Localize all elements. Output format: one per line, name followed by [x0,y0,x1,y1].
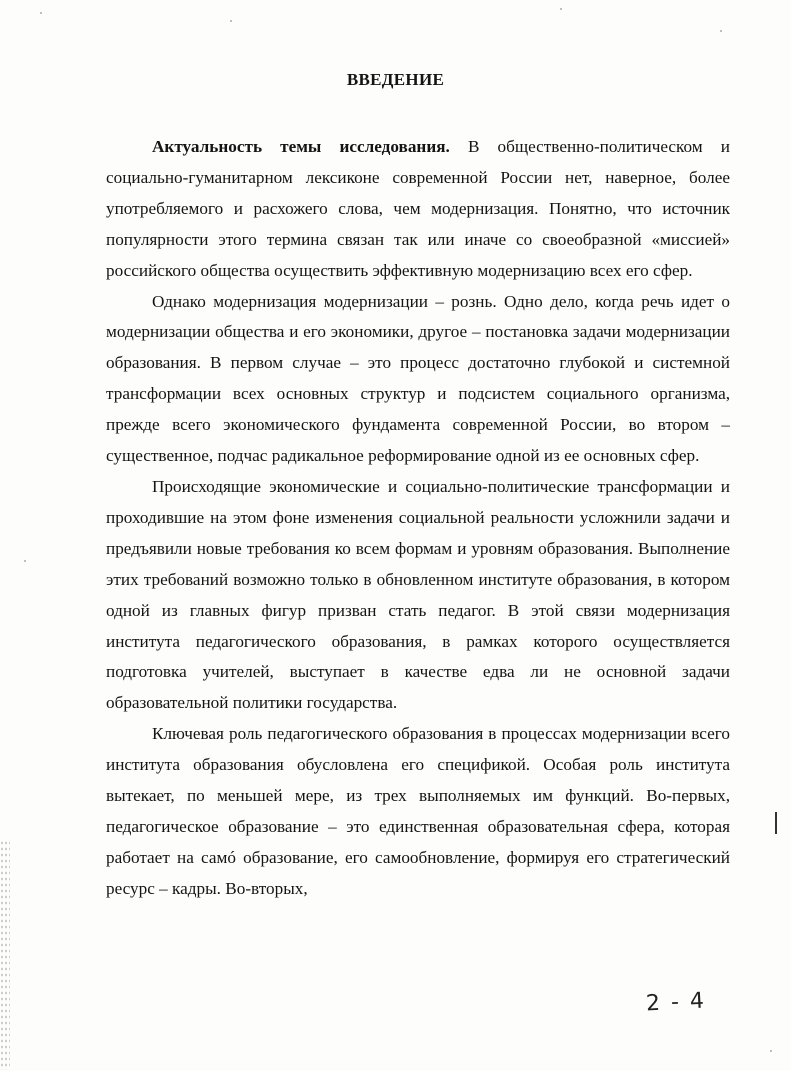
paragraph-text: В общественно-политическом и социально-гуманитарном лексиконе современной России нет, наверное, более употребляемого и расхожего слова, чем модернизация. Понятно, что источник популярности этого термина связан так или иначе со своеобразной «миссией» российского общества осуществить эффективную модернизацию всех его сфер. [106,137,730,280]
paragraph-relevance [106,132,730,287]
body-text [106,132,730,905]
scan-speck [230,20,232,22]
scan-speck [720,30,722,32]
paragraph-text: Происходящие экономические и социально-политические трансформации и проходившие на этом фоне изменения социальной реальности усложнили задачи и предъявили новые требования ко всем формам и уровням образования. Выполнение этих требований возможно только в обновленном институте образования, в котором одной из главных фигур призван стать педагог. В этой связи модернизация института педагогического образования, в рамках которого осуществляется подготовка учителей, выступает в качестве едва ли не основной задачи образовательной политики государства. [106,476,730,713]
paragraph-modernization [106,287,730,472]
scan-speck [24,560,26,562]
scan-edge-mark [775,812,777,834]
scan-speck [40,12,42,14]
paragraph-lead: Актуальность темы исследования. [152,137,450,156]
paragraph-text: Однако модернизация модернизации – рознь. Одно дело, когда речь идет о модернизации общества и его экономики, другое – постановка задачи модернизации образования. В первом случае – это процесс достаточно глубокой и системной трансформации всех основных структур и подсистем социального организма, прежде всего экономического фундамента современной России, во втором – существенное, подчас радикальное реформирование одной из ее основных сфер. [106,291,730,466]
scan-speck [560,8,562,10]
paragraph-text: Ключевая роль педагогического образования в процессах модернизации всего института образования обусловлена его спецификой. Особая роль института вытекает, по меньшей мере, из трех выполняемых им функций. Во-первых, педагогическое образование – это единственная образовательная сфера, которая работает на самó образование, его самообновление, формируя его стратегический ресурс – кадры. Во-вторых, [106,724,730,898]
page-title: ВВЕДЕНИЕ [346,70,445,89]
scan-margin-noise [0,840,10,1070]
scan-speck [770,1050,772,1052]
handwritten-page-mark: 2 - 4 [645,988,707,1017]
paragraph-key-role [106,719,730,904]
paragraph-transformations [106,472,730,719]
